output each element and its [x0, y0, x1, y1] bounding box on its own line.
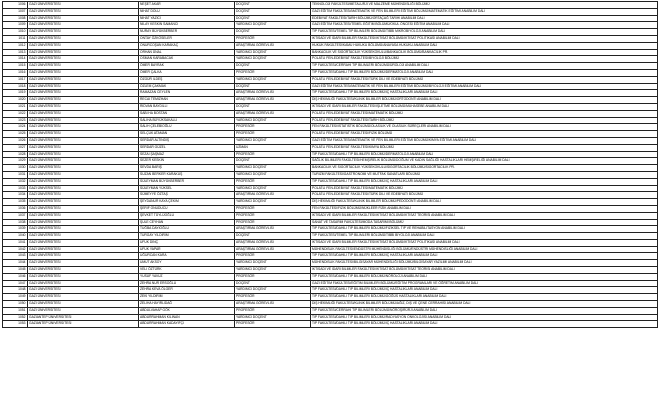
person-name-cell[interactable]: NİLAY KESKİN SAMANCI — [139, 22, 235, 29]
person-name-cell[interactable]: RIDVAN BAYDİLLİ — [139, 103, 235, 110]
row-number-cell[interactable]: 1047 — [3, 280, 28, 287]
row-number-cell[interactable]: 1026 — [3, 137, 28, 144]
department-cell[interactable]: TIP FAKÜLTESİ/DAHİLİ TIP BİLİMLERİ BÖLÜMÜ/İÇ HASTALIKLARI ANABİLİM DALI — [311, 321, 658, 328]
row-number-cell[interactable]: 1051 — [3, 307, 28, 314]
table-row — [3, 151, 658, 158]
row-number-cell[interactable]: 1019 — [3, 90, 28, 97]
title-cell[interactable]: YARDIMCI DOÇENT — [235, 171, 311, 178]
table-row — [3, 97, 658, 104]
table-row — [3, 165, 658, 172]
department-cell[interactable]: POLATLI FEN-EDEBİYAT FAKÜLTESİ/TÜRK DİLİ VE EDEBİYATI BÖLÜMÜ — [311, 76, 658, 83]
row-number-cell[interactable]: 1013 — [3, 49, 28, 56]
row-number-cell[interactable]: 1036 — [3, 205, 28, 212]
university-cell[interactable]: GAZİ ÜNİVERSİTESİ — [28, 137, 139, 144]
university-cell[interactable]: GAZİ ÜNİVERSİTESİ — [28, 267, 139, 274]
person-name-cell[interactable]: ONTAY ÖZKÖSELER — [139, 35, 235, 42]
title-cell[interactable]: YARDIMCI DOÇENT — [235, 49, 311, 56]
table-row — [3, 137, 658, 144]
table-row — [3, 267, 658, 274]
person-name-cell[interactable]: ÖMER ÇALKA — [139, 69, 235, 76]
department-cell[interactable]: TIP FAKÜLTESİ/TEMEL TIP BİLİMLERİ BÖLÜMÜ/TIBBİ MİKROBİYOLOJİ ANABİLİM DALI — [311, 29, 658, 36]
university-cell[interactable]: GAZİ ÜNİVERSİTESİ — [28, 205, 139, 212]
department-cell[interactable]: İKTİSADİ VE İDARİ BİLİMLER FAKÜLTESİ/İŞLETME BÖLÜMÜ/MUHASEBE ANABİLİM DALI — [311, 103, 658, 110]
title-cell[interactable]: DOÇENT — [235, 15, 311, 22]
department-cell[interactable]: İKTİSADİ VE İDARİ BİLİMLER FAKÜLTESİ/İKTİSAT BÖLÜMÜ/İKTİSAT TEORİSİ ANABİLİM DALI — [311, 267, 658, 274]
table-body — [3, 2, 658, 328]
table-row — [3, 8, 658, 15]
person-name-cell[interactable]: SALİH ÇELEBİOĞLU — [139, 124, 235, 131]
department-cell[interactable]: POLATLI FEN-EDEBİYAT FAKÜLTESİ/TÜRK DİLİ VE EDEBİYATI BÖLÜMÜ — [311, 192, 658, 199]
university-cell[interactable]: GAZİ ÜNİVERSİTESİ — [28, 49, 139, 56]
university-cell[interactable]: GAZİ ÜNİVERSİTESİ — [28, 2, 139, 9]
department-cell[interactable]: FEN FAKÜLTESİ/İSTATİSTİK BÖLÜMÜ/OLASILIK VE OLASILIK SÜREÇLERİ ANABİLİM DALI — [311, 124, 658, 131]
table-row — [3, 103, 658, 110]
department-cell[interactable]: POLATLI FEN-EDEBİYAT FAKÜLTESİ/BİYOLOJİ BÖLÜMÜ — [311, 56, 658, 63]
table-row — [3, 212, 658, 219]
university-cell[interactable]: GAZİ ÜNİVERSİTESİ — [28, 56, 139, 63]
title-cell[interactable]: YARDIMCI DOÇENT — [235, 76, 311, 83]
university-cell[interactable]: GAZİ ÜNİVERSİTESİ — [28, 42, 139, 49]
person-name-cell[interactable]: ŞEVKET TÜYLÜOĞLU — [139, 212, 235, 219]
table-row — [3, 90, 658, 97]
person-name-cell[interactable]: SÜLEYMAN YÜKSEL — [139, 185, 235, 192]
table-row — [3, 192, 658, 199]
table-row — [3, 287, 658, 294]
person-name-cell[interactable]: YUSUF YAVUZ — [139, 273, 235, 280]
title-cell[interactable]: PROFESÖR — [235, 69, 311, 76]
department-cell[interactable]: İKTİSADİ VE İDARİ BİLİMLER FAKÜLTESİ/İKTİSAT BÖLÜMÜ/İKTİSAT POLİTİKASI ANABİLİM DALI — [311, 239, 658, 246]
department-cell[interactable]: FEN FAKÜLTESİ/FİZİK BÖLÜMÜ/NÜKLEER FİZİK ANABİLİM DALI — [311, 205, 658, 212]
university-cell[interactable]: GAZİ ÜNİVERSİTESİ — [28, 8, 139, 15]
title-cell[interactable]: PROFESÖR — [235, 205, 311, 212]
department-cell[interactable]: POLATLI FEN-EDEBİYAT FAKÜLTESİ/MATEMATİK BÖLÜMÜ — [311, 110, 658, 117]
title-cell[interactable]: PROFESÖR — [235, 35, 311, 42]
table-row — [3, 314, 658, 321]
person-name-cell[interactable]: RECAİ TEMİZHAN — [139, 97, 235, 104]
row-number-cell[interactable]: 1030 — [3, 165, 28, 172]
person-name-cell[interactable]: TURGAY YILDIRIM — [139, 233, 235, 240]
university-cell[interactable]: GAZİ ÜNİVERSİTESİ — [28, 185, 139, 192]
table-row — [3, 63, 658, 70]
person-name-cell[interactable]: SUZAN BERKER KARAKUŞ — [139, 171, 235, 178]
person-name-cell[interactable]: SEVDA BARIŞ — [139, 165, 235, 172]
table-row — [3, 178, 658, 185]
title-cell[interactable]: PROFESÖR — [235, 124, 311, 131]
row-number-cell[interactable]: 1040 — [3, 233, 28, 240]
department-cell[interactable]: MÜHENDİSLİK FAKÜLTESİ/BİLGİSAYAR MÜHENDİSLİĞİ BÖLÜMÜ/BİLGİSAYAR YAZILIMI ANABİLİM DALI — [311, 260, 658, 267]
row-number-cell[interactable]: 1049 — [3, 294, 28, 301]
title-cell[interactable]: PROFESÖR — [235, 212, 311, 219]
university-cell[interactable]: GAZİ ÜNİVERSİTESİ — [28, 117, 139, 124]
university-cell[interactable]: GAZİ ÜNİVERSİTESİ — [28, 15, 139, 22]
department-cell[interactable]: TIP FAKÜLTESİ/CERRAHİ TIP BİLİMLERİ BÖLÜMÜ/ÜROLOJİ ANABİLİM DALI — [311, 63, 658, 70]
department-cell[interactable]: BANKACILIK VE SİGORTACILIK YÜKSEKOKULU/BANKACILIK BÖLÜMÜ/BANKACILIK PR. — [311, 49, 658, 56]
title-cell[interactable]: ARAŞTIRMA GÖREVLİSİ — [235, 239, 311, 246]
person-name-cell[interactable]: NİHAT YAZICI — [139, 15, 235, 22]
table-row — [3, 199, 658, 206]
row-number-cell[interactable]: 1022 — [3, 110, 28, 117]
table-row — [3, 76, 658, 83]
table-row — [3, 280, 658, 287]
person-name-cell[interactable]: NEŞET AKAR — [139, 2, 235, 9]
university-cell[interactable]: GAZİ ÜNİVERSİTESİ — [28, 219, 139, 226]
table-row — [3, 171, 658, 178]
table-row — [3, 15, 658, 22]
department-cell[interactable]: TIP FAKÜLTESİ/DAHİLİ TIP BİLİMLERİ BÖLÜMÜ/İÇ HASTALIKLARI ANABİLİM DALI — [311, 287, 658, 294]
title-cell[interactable]: ARAŞTIRMA GÖREVLİSİ — [235, 110, 311, 117]
university-cell[interactable]: GAZİ ÜNİVERSİTESİ — [28, 273, 139, 280]
table-row — [3, 124, 658, 131]
row-number-cell[interactable]: 1046 — [3, 273, 28, 280]
table-row — [3, 219, 658, 226]
row-number-cell[interactable]: 1015 — [3, 63, 28, 70]
title-cell[interactable]: PROFESÖR — [235, 178, 311, 185]
title-cell[interactable]: DOÇENT — [235, 83, 311, 90]
university-cell[interactable]: GAZİ ÜNİVERSİTESİ — [28, 83, 139, 90]
person-name-cell[interactable]: NURAY BÜYÜKBERBER — [139, 29, 235, 36]
row-number-cell[interactable]: 1044 — [3, 260, 28, 267]
person-name-cell[interactable]: TUĞBA DAYIOĞLU — [139, 226, 235, 233]
person-name-cell[interactable]: ZEKİ YILDIRIM — [139, 294, 235, 301]
title-cell[interactable]: PROFESÖR — [235, 253, 311, 260]
university-cell[interactable]: GAZİ ÜNİVERSİTESİ — [28, 239, 139, 246]
university-cell[interactable]: GAZİ ÜNİVERSİTESİ — [28, 165, 139, 172]
department-cell[interactable]: GAZİ EĞİTİM FAKÜLTESİ/TEMEL EĞİTİM BÖLÜMÜ/OKUL ÖNCESİ EĞİTİM ANABİLİM DALI — [311, 22, 658, 29]
person-name-cell[interactable]: ABDURRAHMAN KADAYIFÇI — [139, 321, 235, 328]
person-name-cell[interactable]: SEZAİ ŞAŞMAZ — [139, 151, 235, 158]
university-cell[interactable]: GAZİ ÜNİVERSİTESİ — [28, 233, 139, 240]
row-number-cell[interactable]: 1041 — [3, 239, 28, 246]
university-cell[interactable]: GAZİANTEP ÜNİVERSİTESİ — [28, 314, 139, 321]
row-number-cell[interactable]: 1048 — [3, 287, 28, 294]
university-cell[interactable]: GAZİ ÜNİVERSİTESİ — [28, 178, 139, 185]
row-number-cell[interactable]: 1007 — [3, 8, 28, 15]
university-cell[interactable]: GAZİ ÜNİVERSİTESİ — [28, 280, 139, 287]
title-cell[interactable]: DOÇENT — [235, 158, 311, 165]
university-cell[interactable]: GAZİ ÜNİVERSİTESİ — [28, 294, 139, 301]
person-name-cell[interactable]: SEZER KESKİN — [139, 158, 235, 165]
table-row — [3, 185, 658, 192]
person-name-cell[interactable]: UFUK YAPAR — [139, 246, 235, 253]
row-number-cell[interactable]: 1014 — [3, 56, 28, 63]
university-cell[interactable]: GAZİ ÜNİVERSİTESİ — [28, 287, 139, 294]
person-name-cell[interactable]: SALİHA BÜYÜKSAKALLI — [139, 117, 235, 124]
row-number-cell[interactable]: 1012 — [3, 42, 28, 49]
title-cell[interactable]: YARDIMCI DOÇENT — [235, 267, 311, 274]
table-row — [3, 321, 658, 328]
title-cell[interactable]: ARAŞTIRMA GÖREVLİSİ — [235, 42, 311, 49]
table-row — [3, 29, 658, 36]
row-number-cell[interactable]: 1035 — [3, 199, 28, 206]
department-cell[interactable]: TIP FAKÜLTESİ/DAHİLİ TIP BİLİMLERİ BÖLÜMÜ/FİZİKSEL TIP VE REHABİLİTASYON ANABİLİM DALI — [311, 226, 658, 233]
person-name-cell[interactable]: SABİ HA BOSTAN — [139, 110, 235, 117]
row-number-cell[interactable]: 1033 — [3, 185, 28, 192]
title-cell[interactable]: DOÇENT — [235, 233, 311, 240]
row-number-cell[interactable]: 1039 — [3, 226, 28, 233]
department-cell[interactable]: POLATLI FEN-EDEBİYAT FAKÜLTESİ/FİZİK BÖLÜMÜ — [311, 131, 658, 138]
department-cell[interactable]: SANAT VE TASARIM FAKÜLTESİ/MODA TASARIMI BÖLÜMÜ — [311, 219, 658, 226]
title-cell[interactable]: YARDIMCI DOÇENT — [235, 22, 311, 29]
department-cell[interactable]: İKTİSADİ VE İDARİ BİLİMLER FAKÜLTESİ/İKTİSAT BÖLÜMÜ/İKTİSAT POLİTİKASI ANABİLİM DALI — [311, 35, 658, 42]
person-name-cell[interactable]: ŞEYDANUR KAYA ÇEKİM — [139, 199, 235, 206]
title-cell[interactable]: ARAŞTIRMA GÖREVLİSİ — [235, 192, 311, 199]
university-cell[interactable]: GAZİ ÜNİVERSİTESİ — [28, 124, 139, 131]
title-cell[interactable]: YARDIMCI DOÇENT — [235, 117, 311, 124]
table-row — [3, 307, 658, 314]
title-cell[interactable]: YARDIMCI DOÇENT — [235, 260, 311, 267]
table-row — [3, 42, 658, 49]
title-cell[interactable]: DOÇENT — [235, 2, 311, 9]
row-number-cell[interactable]: 1023 — [3, 117, 28, 124]
department-cell[interactable]: TURİZM FAKÜLTESİ/GASTRONOMİ VE MUTFAK SANATLARI BÖLÜMÜ — [311, 171, 658, 178]
title-cell[interactable]: YARDIMCI DOÇENT — [235, 314, 311, 321]
row-number-cell[interactable]: 1042 — [3, 246, 28, 253]
department-cell[interactable]: DİŞ HEKİMLİĞİ FAKÜLTESİ/KLİNİK BİLİMLER BÖLÜMÜ/PEDODONTİ ANABİLİM DALI — [311, 199, 658, 206]
person-name-cell[interactable]: SELÇUK ATAMAN — [139, 131, 235, 138]
department-cell[interactable]: GAZİ EĞİTİM FAKÜLTESİ/EĞİTİM BİLİMLERİ BÖLÜMÜ/EĞİTİM PROGRAMLARI VE ÖĞRETİM ANABİLİM DALI — [311, 280, 658, 287]
title-cell[interactable]: DOÇENT — [235, 63, 311, 70]
person-name-cell[interactable]: ŞULE CEYHAN — [139, 219, 235, 226]
university-cell[interactable]: GAZİ ÜNİVERSİTESİ — [28, 35, 139, 42]
row-number-cell[interactable]: 1053 — [3, 321, 28, 328]
table-row — [3, 205, 658, 212]
row-number-cell[interactable]: 1011 — [3, 35, 28, 42]
row-number-cell[interactable]: 1027 — [3, 144, 28, 151]
person-name-cell[interactable]: NİHAT DOLU — [139, 8, 235, 15]
department-cell[interactable]: HUKUK FAKÜLTESİ/KAMU HUKUKU BÖLÜMÜ/ANAYASA HUKUKU ANABİLİM DALI — [311, 42, 658, 49]
person-name-cell[interactable]: ZEHRA NUR ERSOĞLU — [139, 280, 235, 287]
department-cell[interactable]: TIP FAKÜLTESİ/DAHİLİ TIP BİLİMLERİ BÖLÜMÜ/DERMATOLOJİ ANABİLİM DALI — [311, 69, 658, 76]
person-name-cell[interactable]: ONURCOŞAN KARAKAÇ — [139, 42, 235, 49]
row-number-cell[interactable]: 1034 — [3, 192, 28, 199]
person-name-cell[interactable]: SÜMEYYE ÖZTAŞ — [139, 192, 235, 199]
department-cell[interactable]: POLATLI FEN-EDEBİYAT FAKÜLTESİ/MATEMATİK BÖLÜMÜ — [311, 185, 658, 192]
table-row — [3, 35, 658, 42]
department-cell[interactable]: MÜHENDİSLİK FAKÜLTESİ/ENDÜSTRİ MÜHENDİSLİĞİ BÖLÜMÜ/ENDÜSTRİ MÜHENDİSLİĞİ ANABİLİM DALI — [311, 246, 658, 253]
person-name-cell[interactable]: UMUT AKSOY — [139, 260, 235, 267]
row-number-cell[interactable]: 1045 — [3, 267, 28, 274]
department-cell[interactable]: TIP FAKÜLTESİ/TEMEL TIP BİLİMLERİ BÖLÜMÜ/TIBBİ BİYOLOJİ ANABİLİM DALI — [311, 233, 658, 240]
person-name-cell[interactable]: SERDAR GÜZEL — [139, 144, 235, 151]
title-cell[interactable]: UZMAN — [235, 144, 311, 151]
table-row — [3, 294, 658, 301]
person-name-cell[interactable]: ZEHRA KEVA ÖLGER — [139, 287, 235, 294]
university-cell[interactable]: GAZİ ÜNİVERSİTESİ — [28, 110, 139, 117]
university-cell[interactable]: GAZİ ÜNİVERSİTESİ — [28, 63, 139, 70]
table-row — [3, 301, 658, 308]
university-cell[interactable]: GAZİ ÜNİVERSİTESİ — [28, 301, 139, 308]
row-number-cell[interactable]: 1025 — [3, 131, 28, 138]
table-row — [3, 253, 658, 260]
university-cell[interactable]: GAZİ ÜNİVERSİTESİ — [28, 131, 139, 138]
title-cell[interactable]: YARDIMCI DOÇENT — [235, 185, 311, 192]
row-number-cell[interactable]: 1017 — [3, 76, 28, 83]
title-cell[interactable]: PROFESÖR — [235, 131, 311, 138]
title-cell[interactable]: PROFESÖR — [235, 151, 311, 158]
university-cell[interactable]: GAZİ ÜNİVERSİTESİ — [28, 226, 139, 233]
table-row — [3, 56, 658, 63]
department-cell[interactable]: İKTİSADİ VE İDARİ BİLİMLER FAKÜLTESİ/İKTİSAT BÖLÜMÜ/İKTİSAT TEORİSİ ANABİLİM DALI — [311, 212, 658, 219]
department-cell[interactable]: TIP FAKÜLTESİ/DAHİLİ TIP BİLİMLERİ BÖLÜMÜ/NÖROLOJİ ANABİLİM DALI — [311, 273, 658, 280]
university-cell[interactable]: GAZİ ÜNİVERSİTESİ — [28, 76, 139, 83]
university-cell[interactable]: GAZİ ÜNİVERSİTESİ — [28, 29, 139, 36]
person-name-cell[interactable]: ŞERİF ONUDUCU — [139, 205, 235, 212]
title-cell[interactable]: PROFESÖR — [235, 273, 311, 280]
person-name-cell[interactable]: ABDURRAHMAN KILINAN — [139, 314, 235, 321]
title-cell[interactable]: YARDIMCI DOÇENT — [235, 137, 311, 144]
title-cell[interactable]: YARDIMCI DOÇENT — [235, 56, 311, 63]
title-cell[interactable]: PROFESÖR — [235, 307, 311, 314]
person-name-cell[interactable]: VELİ ÖZTÜRK — [139, 267, 235, 274]
row-number-cell[interactable]: 1016 — [3, 69, 28, 76]
person-name-cell[interactable]: ÖZGÜR İLDEŞ — [139, 76, 235, 83]
university-cell[interactable]: GAZİ ÜNİVERSİTESİ — [28, 158, 139, 165]
row-number-cell[interactable]: 1038 — [3, 219, 28, 226]
person-name-cell[interactable]: UĞURCAN KARA — [139, 253, 235, 260]
row-number-cell[interactable]: 1018 — [3, 83, 28, 90]
university-cell[interactable]: GAZİANTEP ÜNİVERSİTESİ — [28, 321, 139, 328]
table-row — [3, 226, 658, 233]
person-name-cell[interactable]: SÜLEYMAN BÜYÜKBERBER — [139, 178, 235, 185]
department-cell[interactable]: TIP FAKÜLTESİ/DAHİLİ TIP BİLİMLERİ BÖLÜMÜ/İÇ HASTALIKLARI ANABİLİM DALI — [311, 90, 658, 97]
department-cell[interactable]: TEKNOLOJİ FAKÜLTESİ/METALURJİ VE MALZEME MÜHENDİSLİĞİ BÖLÜMÜ — [311, 2, 658, 9]
department-cell[interactable]: GAZİ EĞİTİM FAKÜLTESİ/MATEMATİK VE FEN BİLİMLERİ EĞİTİMİ BÖLÜMÜ/KİMYA EĞİTİMİ ANABİLİM DALI — [311, 137, 658, 144]
row-number-cell[interactable]: 1008 — [3, 15, 28, 22]
person-name-cell[interactable]: ORHAN ÜNAL — [139, 49, 235, 56]
person-name-cell[interactable]: SERDAR ALTINDİŞ — [139, 137, 235, 144]
table-row — [3, 69, 658, 76]
row-number-cell[interactable]: 1021 — [3, 103, 28, 110]
title-cell[interactable]: YARDIMCI DOÇENT — [235, 199, 311, 206]
row-number-cell[interactable]: 1010 — [3, 29, 28, 36]
department-cell[interactable]: POLATLI FEN-EDEBİYAT FAKÜLTESİ/KİMYA BÖLÜMÜ — [311, 144, 658, 151]
university-cell[interactable]: GAZİ ÜNİVERSİTESİ — [28, 171, 139, 178]
row-number-cell[interactable]: 1024 — [3, 124, 28, 131]
person-name-cell[interactable]: ÖZLEM ÇAKMAK — [139, 83, 235, 90]
title-cell[interactable]: PROFESÖR — [235, 294, 311, 301]
row-number-cell[interactable]: 1009 — [3, 22, 28, 29]
table-row — [3, 233, 658, 240]
university-cell[interactable]: GAZİ ÜNİVERSİTESİ — [28, 97, 139, 104]
row-number-cell[interactable]: 1020 — [3, 97, 28, 104]
title-cell[interactable]: ARAŞTIRMA GÖREVLİSİ — [235, 90, 311, 97]
table-row — [3, 246, 658, 253]
personnel-table — [2, 1, 658, 328]
person-name-cell[interactable]: OSMAN KARABACAK — [139, 56, 235, 63]
university-cell[interactable]: GAZİ ÜNİVERSİTESİ — [28, 199, 139, 206]
row-number-cell[interactable]: 1028 — [3, 151, 28, 158]
university-cell[interactable]: GAZİ ÜNİVERSİTESİ — [28, 246, 139, 253]
title-cell[interactable]: PROFESÖR — [235, 321, 311, 328]
department-cell[interactable]: POLATLI FEN-EDEBİYAT FAKÜLTESİ/TARİH BÖLÜMÜ — [311, 117, 658, 124]
department-cell[interactable]: DİŞ HEKİMLİĞİ FAKÜLTESİ/KLİNİK BİLİMLER BÖLÜMÜ/AĞIZ, DİŞ VE ÇENE CERRAHİSİ ANABİLİM DALI — [311, 301, 658, 308]
table-row — [3, 110, 658, 117]
table-row — [3, 158, 658, 165]
department-cell[interactable]: TIP FAKÜLTESİ/DAHİLİ TIP BİLİMLERİ BÖLÜMÜ/RADYASYON ONKOLOJİSİ ANABİLİM DALI — [311, 314, 658, 321]
university-cell[interactable]: GAZİ ÜNİVERSİTESİ — [28, 90, 139, 97]
department-cell[interactable]: DİŞ HEKİMLİĞİ FAKÜLTESİ/KLİNİK BİLİMLER BÖLÜMÜ/ORTODONTİ ANABİLİM DALI — [311, 97, 658, 104]
department-cell[interactable]: TIP FAKÜLTESİ/DAHİLİ TIP BİLİMLERİ BÖLÜMÜ/İÇ HASTALIKLARI ANABİLİM DALI — [311, 253, 658, 260]
department-cell[interactable]: GAZİ EĞİTİM FAKÜLTESİ/MATEMATİK VE FEN BİLİMLERİ EĞİTİMİ BÖLÜMÜ/BİYOLOJİ EĞİTİMİ ANABİLİM DALI — [311, 83, 658, 90]
row-number-cell[interactable]: 1037 — [3, 212, 28, 219]
row-number-cell[interactable]: 1006 — [3, 2, 28, 9]
department-cell[interactable]: GAZİ EĞİTİM FAKÜLTESİ/MATEMATİK VE FEN BİLİMLERİ EĞİTİMİ BÖLÜMÜ/MATEMATİK EĞİTİMİ ANABİLİM DALI — [311, 8, 658, 15]
table-row — [3, 22, 658, 29]
title-cell[interactable]: DOÇENT — [235, 280, 311, 287]
table-row — [3, 117, 658, 124]
row-number-cell[interactable]: 1052 — [3, 314, 28, 321]
university-cell[interactable]: GAZİ ÜNİVERSİTESİ — [28, 253, 139, 260]
department-cell[interactable]: TIP FAKÜLTESİ/CERRAHİ TIP BİLİMLERİ BÖLÜMÜ/NÖROŞİRÜRJİ ANABİLİM DALI — [311, 307, 658, 314]
university-cell[interactable]: GAZİ ÜNİVERSİTESİ — [28, 192, 139, 199]
department-cell[interactable]: TIP FAKÜLTESİ/DAHİLİ TIP BİLİMLERİ BÖLÜMÜ/GÖĞÜS HASTALIKLARI ANABİLİM DALI — [311, 294, 658, 301]
table-row — [3, 144, 658, 151]
university-cell[interactable]: GAZİ ÜNİVERSİTESİ — [28, 22, 139, 29]
row-number-cell[interactable]: 1029 — [3, 158, 28, 165]
table-row — [3, 49, 658, 56]
table-row — [3, 273, 658, 280]
title-cell[interactable]: DOÇENT — [235, 29, 311, 36]
table-row — [3, 260, 658, 267]
title-cell[interactable]: YARDIMCI DOÇENT — [235, 165, 311, 172]
table-row — [3, 83, 658, 90]
department-cell[interactable]: BANKACILIK VE SİGORTACILIK YÜKSEKOKULU/SİGORTACILIK BÖLÜMÜ/SİGORTACILIK PR. — [311, 165, 658, 172]
person-name-cell[interactable]: ÖMER BAYRAK — [139, 63, 235, 70]
row-number-cell[interactable]: 1043 — [3, 253, 28, 260]
title-cell[interactable]: ARAŞTIRMA GÖREVLİSİ — [235, 97, 311, 104]
department-cell[interactable]: EDEBİYAT FAKÜLTESİ/TARİH BÖLÜMÜ/ORTAÇAĞ TARİHİ ANABİLİM DALI — [311, 15, 658, 22]
row-number-cell[interactable]: 1032 — [3, 178, 28, 185]
title-cell[interactable]: DOÇENT — [235, 103, 311, 110]
title-cell[interactable]: ARAŞTIRMA GÖREVLİSİ — [235, 301, 311, 308]
university-cell[interactable]: GAZİ ÜNİVERSİTESİ — [28, 260, 139, 267]
university-cell[interactable]: GAZİ ÜNİVERSİTESİ — [28, 103, 139, 110]
table-row — [3, 2, 658, 9]
person-name-cell[interactable]: ABDULVAHAP GÖK — [139, 307, 235, 314]
title-cell[interactable]: ARAŞTIRMA GÖREVLİSİ — [235, 226, 311, 233]
person-name-cell[interactable]: ZELİHA HAYIRLIDAĞ — [139, 301, 235, 308]
table-row — [3, 239, 658, 246]
department-cell[interactable]: SAĞLIK BİLİMLERİ FAKÜLTESİ/HEMŞİRELİK BÖLÜMÜ/DOĞUM VE KADIN SAĞLIĞI HASTALIKLARI HEMŞİRELİĞİ ANABİLİM DALI — [311, 158, 658, 165]
university-cell[interactable]: GAZİ ÜNİVERSİTESİ — [28, 212, 139, 219]
title-cell[interactable]: PROFESÖR — [235, 219, 311, 226]
university-cell[interactable]: GAZİ ÜNİVERSİTESİ — [28, 144, 139, 151]
person-name-cell[interactable]: UFUK DİNÇ — [139, 239, 235, 246]
row-number-cell[interactable]: 1031 — [3, 171, 28, 178]
title-cell[interactable]: DOÇENT — [235, 8, 311, 15]
university-cell[interactable]: GAZİ ÜNİVERSİTESİ — [28, 307, 139, 314]
person-name-cell[interactable]: RAMAZAN CEYLEN — [139, 90, 235, 97]
title-cell[interactable]: ARAŞTIRMA GÖREVLİSİ — [235, 246, 311, 253]
title-cell[interactable]: YARDIMCI DOÇENT — [235, 287, 311, 294]
department-cell[interactable]: TIP FAKÜLTESİ/DAHİLİ TIP BİLİMLERİ BÖLÜMÜ/İÇ HASTALIKLARI ANABİLİM DALI — [311, 178, 658, 185]
department-cell[interactable]: TIP FAKÜLTESİ/DAHİLİ TIP BİLİMLERİ BÖLÜMÜ/DERMATOLOJİ ANABİLİM DALI — [311, 151, 658, 158]
table-row — [3, 131, 658, 138]
row-number-cell[interactable]: 1050 — [3, 301, 28, 308]
university-cell[interactable]: GAZİ ÜNİVERSİTESİ — [28, 69, 139, 76]
university-cell[interactable]: GAZİ ÜNİVERSİTESİ — [28, 151, 139, 158]
